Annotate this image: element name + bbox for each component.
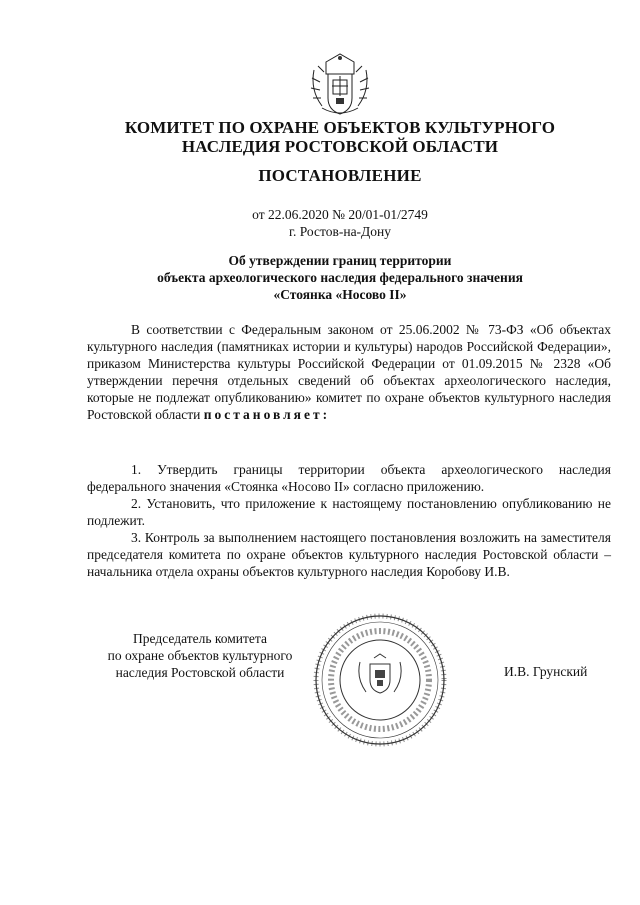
org-line-2: НАСЛЕДИЯ РОСТОВСКОЙ ОБЛАСТИ xyxy=(181,137,499,156)
organization-name xyxy=(40,118,640,156)
coat-of-arms-icon xyxy=(306,52,374,122)
item-3 xyxy=(87,529,611,580)
item-2-text: 2. Установить, что приложение к настоящему постановлению опубликованию не подлежит. xyxy=(87,496,611,528)
preamble-paragraph xyxy=(87,321,611,423)
document-subject xyxy=(40,252,640,303)
position-line-2: по охране объектов культурного xyxy=(107,648,293,663)
preamble-text: В соответствии с Федеральным законом от 25.06.2002 № 73-ФЗ «Об объектах культурного наследия (памятниках истории и культуры) народов Российской Федерации», приказом Министерства культуры Российской Федерации от 01.09.2015 № 2328 «Об утверждении перечня отдельных сведений об объектах археологического наследия, которые не подлежат опубликованию» комитет по охране объектов культурного наследия Ростовской области xyxy=(87,322,611,422)
subject-line-2: объекта археологического наследия федерального значения xyxy=(157,270,523,285)
position-line-3: наследия Ростовской области xyxy=(115,665,285,680)
item-3-text: 3. Контроль за выполнением настоящего постановления возложить на заместителя председателя комитета по охране объектов культурного наследия Ростовской области – начальника отдела охраны объектов культурного наследия Коробову И.В. xyxy=(87,530,611,579)
org-line-1: КОМИТЕТ ПО ОХРАНЕ ОБЪЕКТОВ КУЛЬТУРНОГО xyxy=(124,118,556,137)
date-number: от 22.06.2020 № 20/01-01/2749 xyxy=(252,207,428,222)
subject-line-1: Об утверждении границ территории xyxy=(228,253,452,268)
signatory-name: И.В. Грунский xyxy=(504,664,588,679)
signatory-position xyxy=(80,630,320,681)
resolves-word: постановляет: xyxy=(203,407,331,422)
item-1-text: 1. Утвердить границы территории объекта археологического наследия федерального значения «Стоянка «Носово II» согласно приложению. xyxy=(87,462,611,494)
subject-line-3: «Стоянка «Носово II» xyxy=(273,287,407,302)
official-seal-icon xyxy=(312,612,448,748)
position-line-1: Председатель комитета xyxy=(133,631,267,646)
item-2 xyxy=(87,495,611,529)
date-and-number-block xyxy=(40,206,640,240)
document-type: ПОСТАНОВЛЕНИЕ xyxy=(258,166,422,185)
city: г. Ростов-на-Дону xyxy=(288,224,391,239)
item-1 xyxy=(87,461,611,495)
